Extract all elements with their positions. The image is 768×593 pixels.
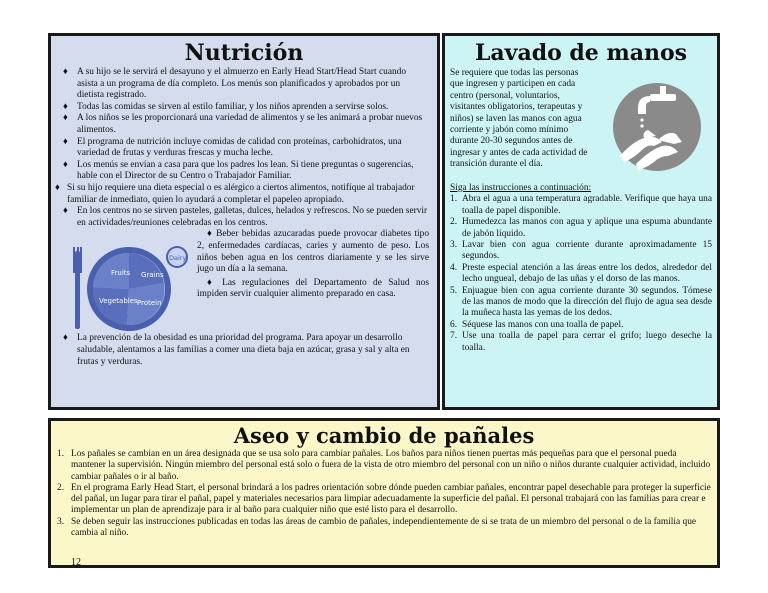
list-item: 6. Séquese las manos con una toalla de papel. — [450, 319, 624, 330]
diamond-bullet-icon: ♦ — [63, 136, 68, 147]
handwashing-title: Lavado de manos — [474, 40, 688, 66]
list-item: ♦ Si su hijo requiere una dieta especial o es alérgico a ciertos alimentos, notifíque al trabajador familiar de inmediato, quien lo ayudará a completar el papeleo apropiado. — [55, 182, 415, 205]
nutrition-list — [55, 67, 429, 229]
list-item: 5. Enjuague bien con agua corriente durante 30 segundos. Tómese de las manos de modo que la dirección del flujo de agua sea desde la muñeca hasta las yemas de los dedos. — [450, 285, 712, 319]
nutrition-title: Nutrición — [184, 40, 304, 66]
diapering-title: Aseo y cambio de pañales — [233, 423, 535, 448]
diamond-bullet-icon: ♦ — [63, 159, 68, 170]
nutrition-list-end — [59, 333, 429, 368]
handwashing-steps — [450, 194, 712, 354]
list-item: 2. Humedezca las manos con agua y aplique una espuma abundante de jabón líquido. — [450, 217, 712, 239]
dairy-label: Dairy — [169, 254, 187, 263]
vegetables-label: Vegetables — [99, 297, 138, 306]
handwashing-intro: Se requiere que todas las personas que ingresen y participen en cada centro (personal, voluntarios, visitantes obligatorios, terapeutas y niños) se laven las manos con agua corriente y jabón como mínimo durante 20-30 segundos antes de ingresar y antes de cada actividad de transición durante el día. — [450, 68, 588, 170]
list-item: 7. Use una toalla de papel para cerrar el grifo; luego deseche la toalla. — [450, 331, 712, 353]
diamond-bullet-icon: ♦ — [63, 206, 68, 217]
list-item: ♦ A su hijo se le servirá el desayuno y el almuerzo en Early Head Start/Head Start cuando asista a un programa de día completo. Los menús son planificados y aprobados por un dietista registrado. — [63, 67, 407, 101]
side-text — [197, 229, 429, 333]
diamond-bullet-icon: ♦ — [207, 277, 216, 288]
list-item: 3. Lavar bien con agua corriente durante aproximadamente 15 segundos. — [450, 240, 712, 262]
diamond-bullet-icon: ♦ — [55, 182, 60, 193]
list-item: 4. Preste especial atención a las áreas entre los dedos, alrededor del lecho ungueal, debajo de las uñas y el dorso de las manos. — [450, 262, 712, 285]
fruits-label: Fruits — [111, 269, 131, 278]
handwashing-section — [442, 33, 720, 410]
list-item: ♦ La prevención de la obesidad es una prioridad del programa. Para apoyar un desarrollo saludable, alentamos a las familias a comer una dieta baja en azúcar, grasa y sal y alta en frutas y verduras. — [63, 333, 410, 367]
diapering-list — [57, 449, 711, 539]
page-number: 12 — [71, 557, 81, 568]
diamond-bullet-icon: ♦ — [63, 113, 68, 124]
diamond-bullet-icon: ♦ — [207, 229, 213, 240]
list-item: ♦ El programa de nutrición incluye comidas de calidad con proteínas, carbohidratos, una variedad de frutas y verduras frescas y mucha leche. — [63, 136, 402, 159]
list-item: ♦ Las regulaciones del Departamento de Salud nos impiden servir cualquier alimento preparado en casa. — [197, 277, 429, 300]
handwashing-faucet-icon — [602, 72, 712, 182]
list-item: 3. Se deben seguir las instrucciones publicadas en todas las áreas de cambio de pañales, independientemente de si se trata de un miembro del personal o de la familia que cambia al niño. — [57, 516, 697, 539]
protein-label: Protein — [137, 299, 162, 308]
list-item: ♦ Todas las comidas se sirven al estilo familiar, y los niños aprenden a servirse solos. — [63, 101, 389, 112]
list-item: 1. Abra el agua a una temperatura agradable. Verifique que haya una toalla de papel disponible. — [450, 194, 712, 216]
plate-block — [73, 229, 429, 333]
list-item: ♦ A los niños se les proporcionará una variedad de alimentos y se les animará a probar nuevos alimentos. — [63, 113, 423, 135]
diapering-section — [48, 418, 720, 568]
handwashing-intro-block — [450, 68, 712, 182]
nutrition-section — [48, 33, 440, 410]
list-item: 1. Los pañales se cambian en un área designada que se usa solo para cambiar pañales. Los baños para niños tienen puertas más pequeñas para que el personal pueda mantener la supervisión. Ningún miembro del personal está solo o fuera de la vista de otro miembro del personal con un niño o niños durante cualquier actividad, incluido cambiar pañales o ir al baño. — [57, 449, 711, 482]
list-item: ♦ Los menús se envían a casa para que los padres los lean. Si tiene preguntas o sugerencias, hable con el Director de su Centro o Trabajador Familiar. — [63, 159, 414, 182]
instructions-heading: Siga las instrucciones a continuación: — [450, 183, 592, 193]
diamond-bullet-icon: ♦ — [63, 333, 68, 344]
grains-label: Grains — [141, 271, 164, 280]
list-item: 2. En el programa Early Head Start, el personal brindará a los padres orientación sobre dónde pueden cambiar pañales, encontrar papel desechable para proteger la superficie del pañal, un lugar para tirar el pañal, papel y materiales necesarios para limpiar adecuadamente la superficie del pañal. El personal trabajará con las familias para crear e implementar un plan de aprendizaje para ir al baño para cualquier niño que esté listo para el desarrollo. — [57, 482, 711, 516]
diamond-bullet-icon: ♦ — [63, 67, 68, 77]
list-item: ♦ En los centros no se sirven pasteles, galletas, dulces, helados y refrescos. No se pueden servir en actividades/reuniones celebradas en los centros. — [63, 206, 428, 228]
myplate-icon — [73, 237, 189, 333]
list-item: ♦ Beber bebidas azucaradas puede provocar diabetes tipo 2, enfermedades cardíacas, caries y aumento de peso. Los niños beben agua en los centros diariamente y se les sirve jugo un día a la semana. — [197, 229, 430, 275]
diamond-bullet-icon: ♦ — [63, 101, 68, 112]
